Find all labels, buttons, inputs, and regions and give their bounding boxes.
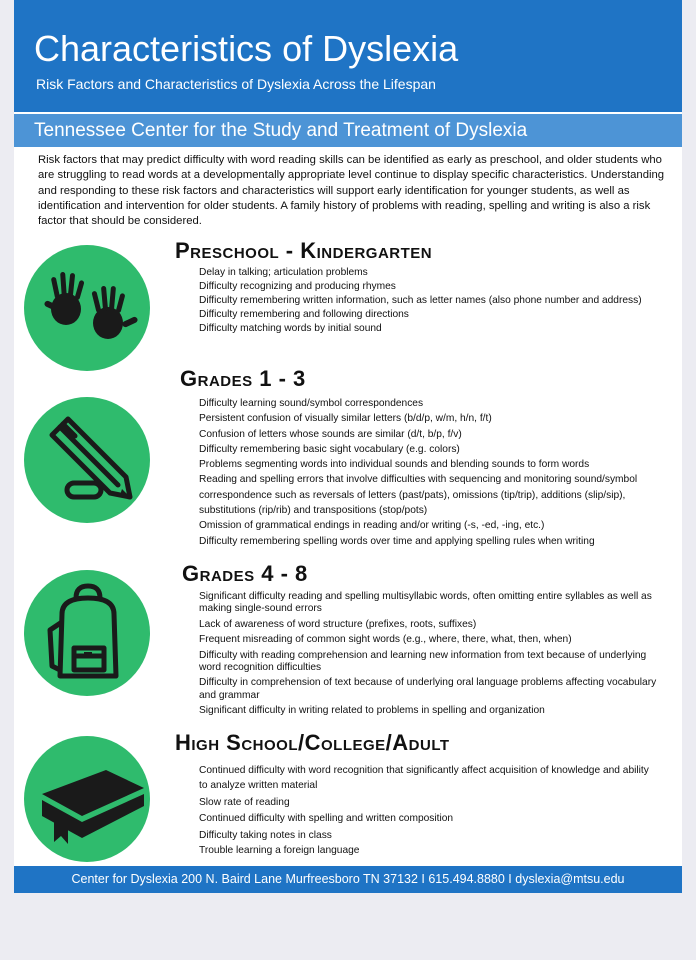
- list-item: Difficulty matching words by initial sound: [199, 322, 382, 334]
- section-heading-grades-4-8: Grades 4 - 8: [182, 561, 308, 586]
- section-list-preschool: [199, 266, 659, 336]
- list-item: Difficulty remembering written information, such as letter names (also phone number and address): [199, 294, 642, 306]
- hands-icon: [24, 245, 150, 371]
- list-item: Slow rate of reading: [199, 796, 290, 808]
- list-item: Frequent misreading of common sight words (e.g., where, there, what, then, when): [199, 634, 572, 646]
- list-item: Omission of grammatical endings in reading and/or writing (-s, -ed, -ing, etc.): [199, 520, 545, 532]
- list-item: Difficulty with reading comprehension and learning new information from text because of underlying word recognition difficulties: [199, 649, 647, 674]
- list-item: Persistent confusion of visually similar letters (b/d/p, w/m, h/n, f/t): [199, 413, 492, 425]
- list-item: Continued difficulty with word recognition that significantly affect acquisition of knowledge and ability to analyze written material: [199, 765, 649, 791]
- list-item: Difficulty remembering spelling words over time and applying spelling rules when writing: [199, 535, 595, 547]
- section-heading-grades-1-3: Grades 1 - 3: [180, 366, 306, 391]
- list-item: Difficulty learning sound/symbol correspondences: [199, 398, 424, 409]
- list-item: Reading and spelling errors that involve difficulties with sequencing and monitoring sound/symbol correspondence such as reversals of letters (past/pats), omissions (tip/trip), additions (slip/sip), substitutions (rip/rib) and transpositions (stop/pots): [199, 474, 638, 517]
- flyer-page: [14, 0, 682, 893]
- list-item: Difficulty taking notes in class: [199, 830, 332, 842]
- section-list-grades-1-3: [199, 396, 667, 549]
- list-item: Trouble learning a foreign language: [199, 844, 360, 856]
- backpack-icon: [24, 570, 150, 696]
- footer-contact: Center for Dyslexia 200 N. Baird Lane Murfreesboro TN 37132 I 615.494.8880 I dyslexia@mtsu.edu: [71, 872, 625, 886]
- list-item: Difficulty remembering basic sight vocabulary (e.g. colors): [199, 443, 460, 455]
- section-heading-preschool: Preschool - Kindergarten: [175, 238, 433, 263]
- page-subtitle: Risk Factors and Characteristics of Dyslexia Across the Lifespan: [36, 76, 436, 92]
- list-item: Difficulty remembering and following directions: [199, 308, 409, 320]
- list-item: Confusion of letters whose sounds are similar (d/t, b/p, f/v): [199, 428, 462, 440]
- pencil-icon: [24, 397, 150, 523]
- list-item: Significant difficulty reading and spelling multisyllabic words, often omitting entire syllables as well as making single-sound errors: [199, 591, 652, 615]
- list-item: Difficulty in comprehension of text because of underlying oral language problems affecting vocabulary and grammar: [199, 677, 657, 701]
- page-title: Characteristics of Dyslexia: [34, 28, 459, 69]
- section-list-grades-4-8: [199, 591, 669, 718]
- list-item: Significant difficulty in writing related to problems in spelling and organization: [199, 705, 545, 717]
- list-item: Problems segmenting words into individual sounds and blending sounds to form words: [199, 459, 590, 471]
- intro-paragraph: Risk factors that may predict difficulty with word reading skills can be identified as early as preschool, and older students who are struggling to read words at a developmentally appropriate level continue to display specific characteristics. Understanding and responding to these risk factors and characteristics will support early identification for younger students, as well as identification and intervention for older students. A family history of problems with reading, spelling and writing is also a risk factor that should be considered.: [38, 154, 665, 228]
- list-item: Lack of awareness of word structure (prefixes, roots, suffixes): [199, 618, 477, 630]
- list-item: Delay in talking; articulation problems: [199, 267, 368, 278]
- section-list-adult: [199, 764, 659, 859]
- org-name: Tennessee Center for the Study and Treatment of Dyslexia: [34, 120, 528, 141]
- list-item: Difficulty recognizing and producing rhymes: [199, 280, 396, 292]
- section-heading-adult: High School/College/Adult: [175, 730, 450, 755]
- book-icon: [24, 736, 150, 862]
- list-item: Continued difficulty with spelling and written composition: [199, 813, 454, 825]
